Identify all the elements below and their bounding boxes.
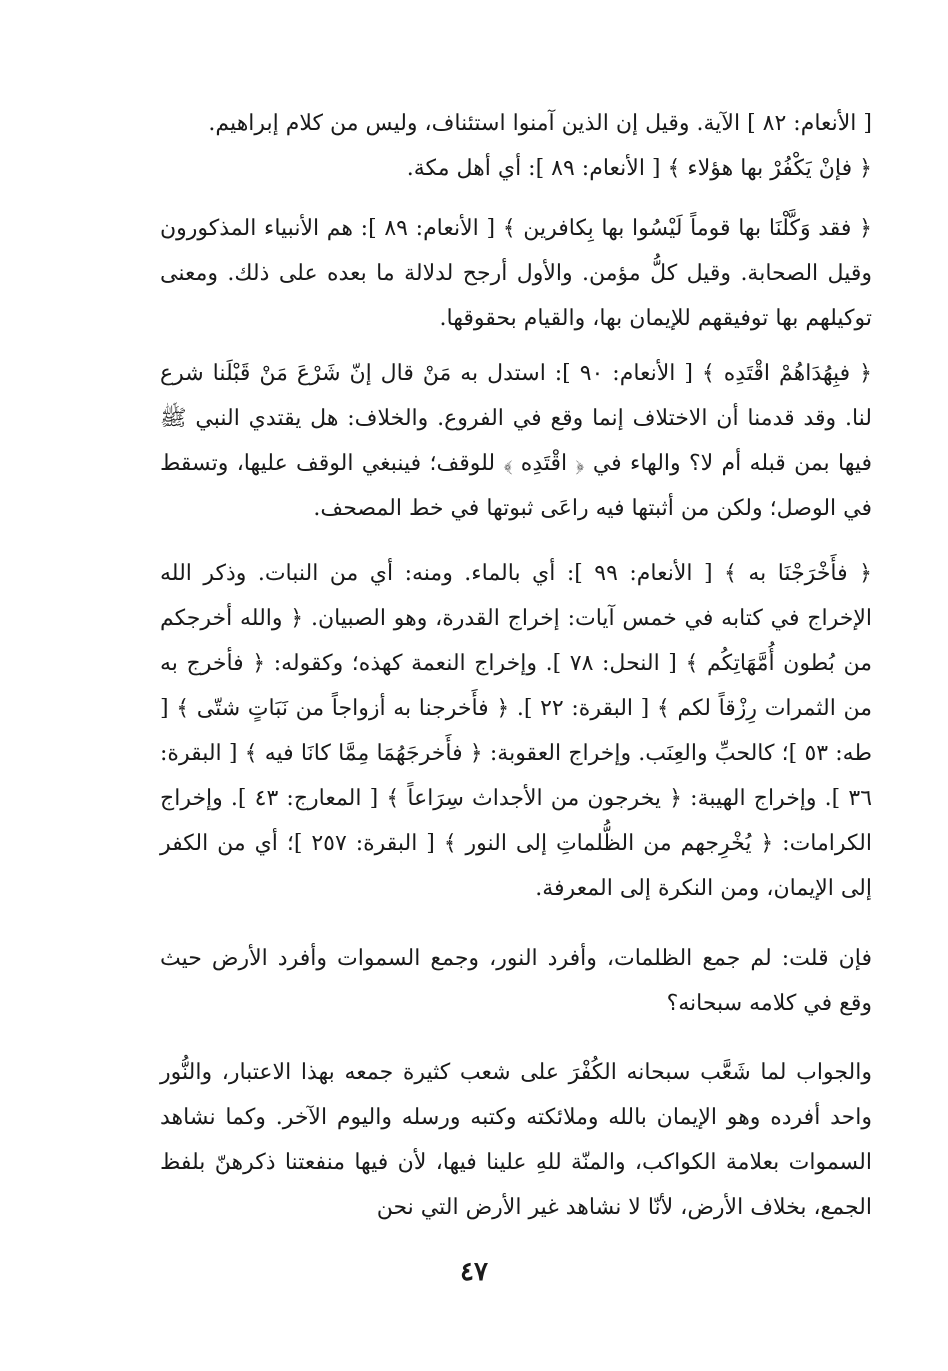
paragraph-continuation: [ الأنعام: ٨٢ ] الآية. وقيل إن الذين آمنوا استئناف، وليس من كلام إبراهيم.: [208, 111, 872, 136]
paragraph-verse-99: ﴿ فأَخْرَجْنَا به ﴾ [ الأنعام: ٩٩ ]: أي بالماء. ومنه: أي من النبات. وذكر الله الإخراج في كتابه في خمس آيات: إخراج القدرة، وهو الصبيان. ﴿ والله أخرجكم من بُطون أُمَّهَاتِكُم ﴾ [ النحل: ٧٨ ]. وإخراج النعمة كهذه؛ وكقوله: ﴿ فأخرج به من الثمرات رِزْقاً لكم ﴾ [ البقرة: ٢٢ ]. ﴿ فأَخرجنا به أزواجاً من نَبَاتٍ شتّى ﴾ [ طه: ٥٣ ]؛ كالحبِّ والعِنَب. وإخراج العقوبة: ﴿ فأَخرجَهُمَا مِمَّا كانَا فيه ﴾ [ البقرة: ٣٦ ]. وإخراج الهيبة: ﴿ يخرجون من الأجداث سِرَاعاً ﴾ [ المعارج: ٤٣ ]. وإخراج الكرامات: ﴿ يُخْرِجهم من الظُّلماتِ إلى النور ﴾ [ البقرة: ٢٥٧ ]؛ أي من الكفر إلى الإيمان، ومن النكرة إلى المعرفة.: [160, 561, 873, 901]
paragraph-verse-90: ﴿ فبِهُدَاهُمْ اقْتَدِه ﴾ [ الأنعام: ٩٠ ]: استدل به مَنْ قال إنّ شَرْعَ مَنْ قَبْلَنا شرع لنا. وقد قدمنا أن الاختلاف إنما وقع في الفروع. والخلاف: هل يقتدي النبي ﷺ فيها بمن قبله أم لا؟ والهاء في ﴿ اقْتَدِه ﴾ للوقف؛ فينبغي الوقف عليها، وتسقط في الوصل؛ ولكن من أثبتها فيه راعَى ثبوتها في خط المصحف.: [160, 361, 872, 521]
paragraph-answer: والجواب لما شَعَّب سبحانه الكُفْرَ على شعب كثيرة جمعه بهذا الاعتبار، والنُّور واحد أفرده وهو الإيمان بالله وملائكته وكتبه ورسله واليوم الآخر. وكما نشاهد السموات بعلامة الكواكب، والمنّة للهِ علينا فيها، لأن فيها منفعتنا ذكرهنّ بلفظ الجمع، بخلاف الأرض، لأنّا لا نشاهد غير الأرض التي نحن: [160, 1060, 872, 1220]
page-number: ٤٧: [460, 1257, 488, 1287]
paragraph-question: فإن قلت: لم جمع الظلمات، وأفرد النور، وجمع السموات وأفرد الأرض حيث وقع في كلامه سبحانه؟: [160, 946, 872, 1016]
paragraph-verse-89-wakkalna: ﴿ فقد وَكَّلْنَا بها قوماً لَيْسُوا بها بِكافرين ﴾ [ الأنعام: ٨٩ ]: هم الأنبياء المذكورون وقيل الصحابة. وقيل كلُّ مؤمن. والأول أرجح لدلالة ما بعده على ذلك. ومعنى توكيلهم بها توفيقهم للإيمان بها، والقيام بحقوقها.: [160, 216, 872, 331]
paragraph-verse-89-kufr: ﴿ فإنْ يَكْفُرْ بها هؤلاء ﴾ [ الأنعام: ٨٩ ]: أي أهل مكة.: [406, 156, 872, 181]
